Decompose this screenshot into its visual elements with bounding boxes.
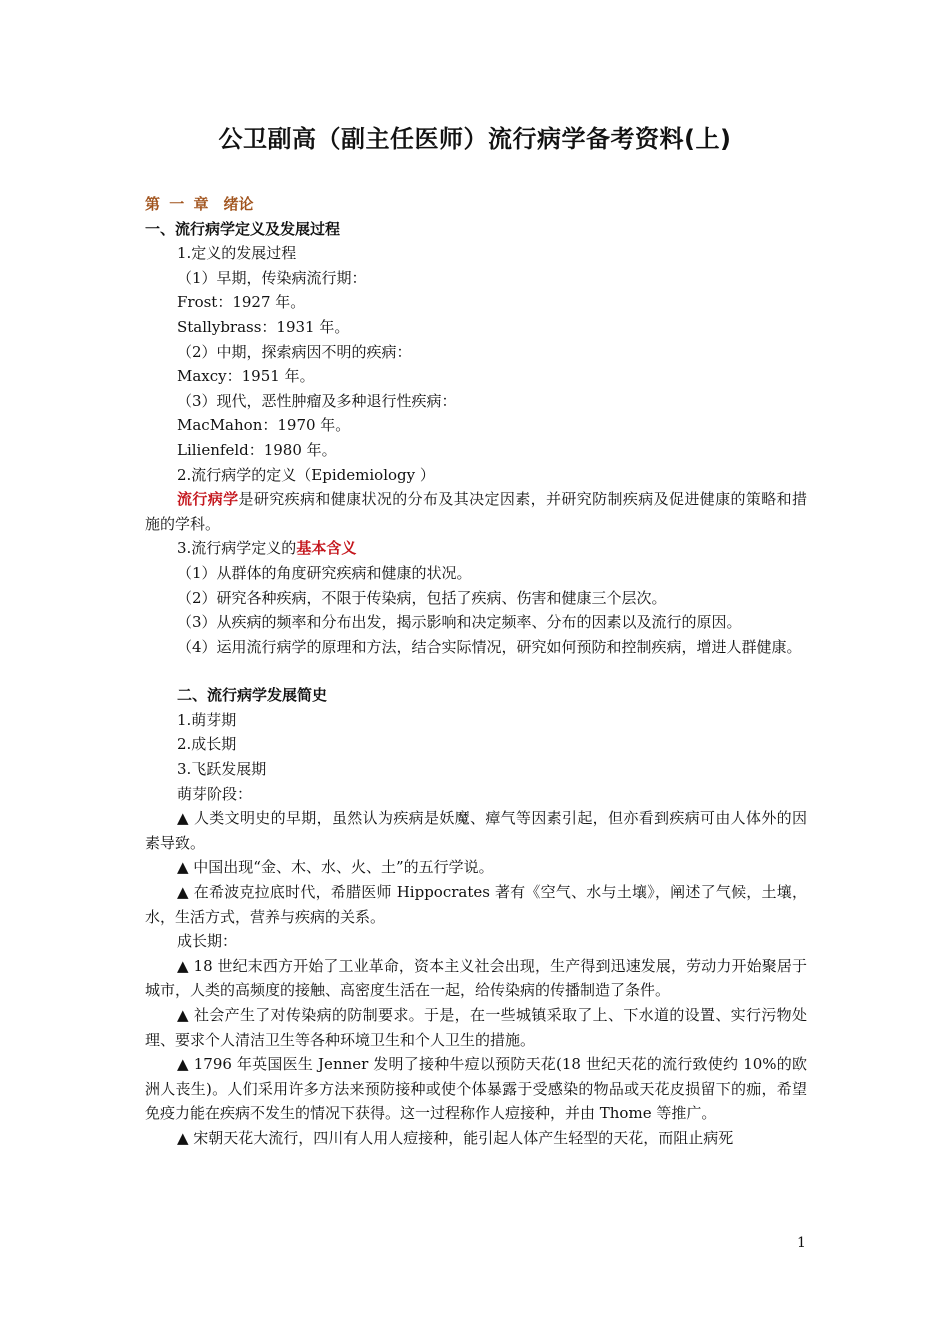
section-heading: 二、流行病学发展简史 xyxy=(177,686,328,705)
definition-paragraph xyxy=(145,487,807,536)
chapter-heading: 第 一 章 绪论 xyxy=(145,195,254,213)
paragraph-text: 3.流行病学定义的 xyxy=(177,539,297,558)
bullet-paragraph: ▲ 18 世纪末西方开始了工业革命，资本主义社会出现，生产得到迅速发展，劳动力开始聚居于城市，人类的高频度的接触、高密度生活在一起，给传染病的传播制造了条件。 xyxy=(145,956,807,1000)
bullet-paragraph: ▲ 1796 年英国医生 Jenner 发明了接种牛痘以预防天花(18 世纪天花的流行致使约 10%的欧洲人丧生)。人们采用许多方法来预防接种或使个体暴露于受感染的物品或天花皮损留下的痂，希望免疫力能在疾病不发生的情况下获得。这一过程称作人痘接种，并由 Thome 等推广。 xyxy=(145,1055,807,1123)
page-number: 1 xyxy=(797,1235,806,1251)
paragraph: 1.定义的发展过程 xyxy=(177,244,297,263)
paragraph: （3）从疾病的频率和分布出发，揭示影响和决定频率、分布的因素以及流行的原因。 xyxy=(177,613,742,632)
paragraph: 2.流行病学的定义（Epidemiology ） xyxy=(177,465,435,484)
paragraph: （2）研究各种疾病，不限于传染病，包括了疾病、伤害和健康三个层次。 xyxy=(177,588,667,607)
definition-text: 是研究疾病和健康状况的分布及其决定因素，并研究防制疾病及促进健康的策略和措施的学科。 xyxy=(145,490,807,533)
paragraph: （2）中期，探索病因不明的疾病： xyxy=(177,342,412,361)
paragraph: 2.成长期 xyxy=(177,735,237,754)
definition-term: 流行病学 xyxy=(177,490,239,509)
bullet-paragraph: ▲ 在希波克拉底时代，希腊医师 Hippocrates 著有《空气、水与土壤》，阐述了气候，土壤，水，生活方式，营养与疾病的关系。 xyxy=(145,883,807,926)
paragraph: Stallybrass：1931 年。 xyxy=(177,317,350,336)
document-body xyxy=(145,192,807,1151)
bullet-paragraph: ▲ 人类文明史的早期，虽然认为疾病是妖魔、瘴气等因素引起，但亦看到疾病可由人体外的因素导致。 xyxy=(145,809,807,852)
bullet-paragraph: ▲ 中国出现“金、木、水、火、土”的五行学说。 xyxy=(177,858,494,877)
paragraph: MacMahon：1970 年。 xyxy=(177,416,351,435)
paragraph: 1.萌芽期 xyxy=(177,710,237,729)
paragraph: Frost：1927 年。 xyxy=(177,293,306,312)
paragraph: （3）现代，恶性肿瘤及多种退行性疾病： xyxy=(177,391,457,410)
bullet-paragraph: ▲ 社会产生了对传染病的防制要求。于是，在一些城镇采取了上、下水道的设置、实行污物处理、要求个人清洁卫生等各种环境卫生和个人卫生的措施。 xyxy=(145,1006,807,1049)
bullet-paragraph: ▲ 宋朝天花大流行，四川有人用人痘接种，能引起人体产生轻型的天花，而阻止病死 xyxy=(177,1128,734,1147)
paragraph: 萌芽阶段： xyxy=(177,784,253,803)
paragraph: （1）从群体的角度研究疾病和健康的状况。 xyxy=(177,563,472,582)
spacer xyxy=(145,659,807,683)
paragraph: Maxcy：1951 年。 xyxy=(177,367,315,386)
paragraph: 成长期： xyxy=(177,932,238,951)
highlight-text: 基本含义 xyxy=(296,539,357,558)
section-heading: 一、流行病学定义及发展过程 xyxy=(145,219,341,238)
paragraph: 3.飞跃发展期 xyxy=(177,760,267,779)
document-title: 公卫副高（副主任医师）流行病学备考资料(上) xyxy=(218,125,732,153)
paragraph: （1）早期，传染病流行期： xyxy=(177,268,367,287)
paragraph xyxy=(145,536,807,561)
paragraph: Lilienfeld：1980 年。 xyxy=(177,440,337,459)
paragraph: （4）运用流行病学的原理和方法，结合实际情况，研究如何预防和控制疾病，增进人群健康。 xyxy=(177,637,802,656)
